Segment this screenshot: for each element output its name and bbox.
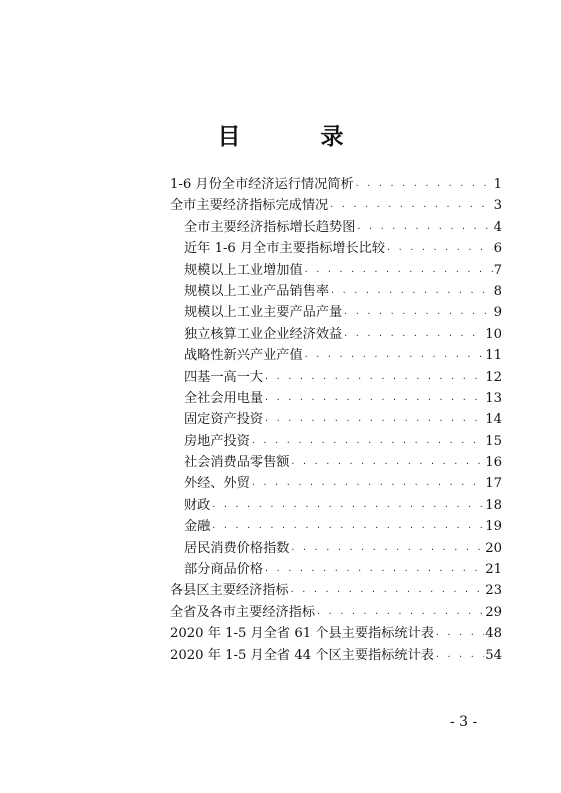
toc-entry-label: 房地产投资 <box>184 433 250 449</box>
toc-entry[interactable] <box>170 538 502 559</box>
toc-dot-leader <box>264 560 484 581</box>
toc-entry[interactable] <box>170 431 502 452</box>
toc-dot-leader <box>435 646 484 667</box>
toc-entry[interactable] <box>170 367 502 388</box>
toc-entry[interactable] <box>170 302 502 323</box>
toc-dot-leader <box>330 282 493 303</box>
toc-entry-label: 近年 1-6 月全市主要指标增长比较 <box>184 241 386 257</box>
table-of-contents <box>170 174 502 666</box>
toc-entry-label: 2020 年 1-5 月全省 61 个县主要指标统计表 <box>170 626 434 642</box>
toc-entry-label: 1-6 月份全市经济运行情况简析 <box>170 177 354 192</box>
toc-entry[interactable] <box>170 580 502 601</box>
toc-dot-leader <box>386 239 493 260</box>
toc-dot-leader <box>211 496 484 517</box>
toc-entry-page-number: 18 <box>485 497 502 513</box>
toc-entry-page-number: 15 <box>485 433 502 449</box>
toc-entry-page-number: 1 <box>493 177 502 192</box>
toc-entry-page-number: 9 <box>493 305 502 321</box>
toc-entry-label: 全市主要经济指标完成情况 <box>170 198 329 214</box>
toc-dot-leader <box>264 368 484 389</box>
toc-dot-leader <box>316 603 484 624</box>
toc-entry-label: 全省及各市主要经济指标 <box>170 604 316 620</box>
toc-entry-page-number: 13 <box>485 390 502 406</box>
toc-entry[interactable] <box>170 473 502 494</box>
toc-entry[interactable] <box>170 324 502 345</box>
toc-dot-leader <box>291 453 485 474</box>
toc-entry-page-number: 12 <box>485 369 502 385</box>
toc-entry-label: 规模以上工业增加值 <box>184 262 303 278</box>
toc-entry-page-number: 7 <box>493 262 502 278</box>
toc-dot-leader <box>264 389 484 410</box>
toc-dot-leader <box>304 261 493 282</box>
toc-entry-label: 外经、外贸 <box>184 476 250 492</box>
toc-dot-leader <box>356 218 492 239</box>
toc-dot-leader <box>343 303 492 324</box>
toc-dot-leader <box>251 474 484 495</box>
toc-entry-label: 全市主要经济指标增长趋势图 <box>184 219 356 235</box>
toc-entry-label: 2020 年 1-5 月全省 44 个区主要指标统计表 <box>170 647 434 663</box>
toc-entry[interactable] <box>170 495 502 516</box>
toc-entry-label: 规模以上工业主要产品产量 <box>184 305 343 321</box>
toc-entry-page-number: 6 <box>493 241 502 257</box>
toc-entry[interactable] <box>170 238 502 259</box>
toc-entry-page-number: 17 <box>485 476 502 492</box>
toc-entry-label: 社会消费品零售额 <box>184 455 290 471</box>
toc-entry[interactable] <box>170 345 502 366</box>
toc-entry-page-number: 48 <box>485 626 502 642</box>
toc-dot-leader <box>435 624 484 645</box>
toc-dot-leader <box>290 581 485 602</box>
toc-entry-page-number: 21 <box>485 562 502 578</box>
toc-entry-label: 固定资产投资 <box>184 412 264 428</box>
toc-entry-page-number: 14 <box>485 412 502 428</box>
toc-entry-page-number: 23 <box>485 583 502 599</box>
page-title: 目 录 <box>217 123 380 150</box>
toc-entry[interactable] <box>170 281 502 302</box>
toc-dot-leader <box>343 325 484 346</box>
toc-entry-label: 全社会用电量 <box>184 390 264 406</box>
toc-entry-label: 居民消费价格指数 <box>184 540 290 556</box>
toc-entry-page-number: 16 <box>485 455 502 471</box>
toc-entry[interactable] <box>170 217 502 238</box>
toc-entry-label: 战略性新兴产业产值 <box>184 348 303 364</box>
toc-dot-leader <box>251 432 484 453</box>
toc-entry[interactable] <box>170 388 502 409</box>
footer-page-number: - 3 - <box>450 714 478 730</box>
toc-entry-label: 各县区主要经济指标 <box>170 583 289 599</box>
toc-entry-page-number: 20 <box>485 540 502 556</box>
toc-entry-page-number: 54 <box>485 647 502 663</box>
toc-dot-leader <box>304 346 485 367</box>
toc-entry[interactable] <box>170 409 502 430</box>
toc-entry-page-number: 3 <box>493 198 502 214</box>
toc-entry-label: 财政 <box>184 497 211 513</box>
toc-entry[interactable] <box>170 516 502 537</box>
toc-entry-label: 规模以上工业产品销售率 <box>184 283 330 299</box>
toc-entry[interactable] <box>170 260 502 281</box>
toc-dot-leader <box>291 539 485 560</box>
toc-entry-page-number: 29 <box>485 604 502 620</box>
toc-entry-label: 部分商品价格 <box>184 562 264 578</box>
toc-dot-leader <box>211 517 484 538</box>
toc-dot-leader <box>329 196 492 217</box>
toc-entry-page-number: 8 <box>493 283 502 299</box>
toc-entry-page-number: 4 <box>493 219 502 235</box>
toc-entry[interactable] <box>170 559 502 580</box>
toc-entry-page-number: 11 <box>485 348 502 364</box>
toc-entry[interactable] <box>170 645 502 666</box>
toc-entry[interactable] <box>170 452 502 473</box>
toc-entry[interactable] <box>170 623 502 644</box>
toc-entry[interactable] <box>170 174 502 195</box>
toc-entry-page-number: 10 <box>485 326 502 342</box>
toc-entry-page-number: 19 <box>485 519 502 535</box>
toc-entry-label: 四基一高一大 <box>184 369 264 385</box>
toc-entry-label: 独立核算工业企业经济效益 <box>184 326 343 342</box>
toc-entry[interactable] <box>170 602 502 623</box>
toc-entry-label: 金融 <box>184 519 211 535</box>
toc-entry[interactable] <box>170 195 502 216</box>
toc-dot-leader <box>355 175 493 196</box>
toc-dot-leader <box>264 410 484 431</box>
